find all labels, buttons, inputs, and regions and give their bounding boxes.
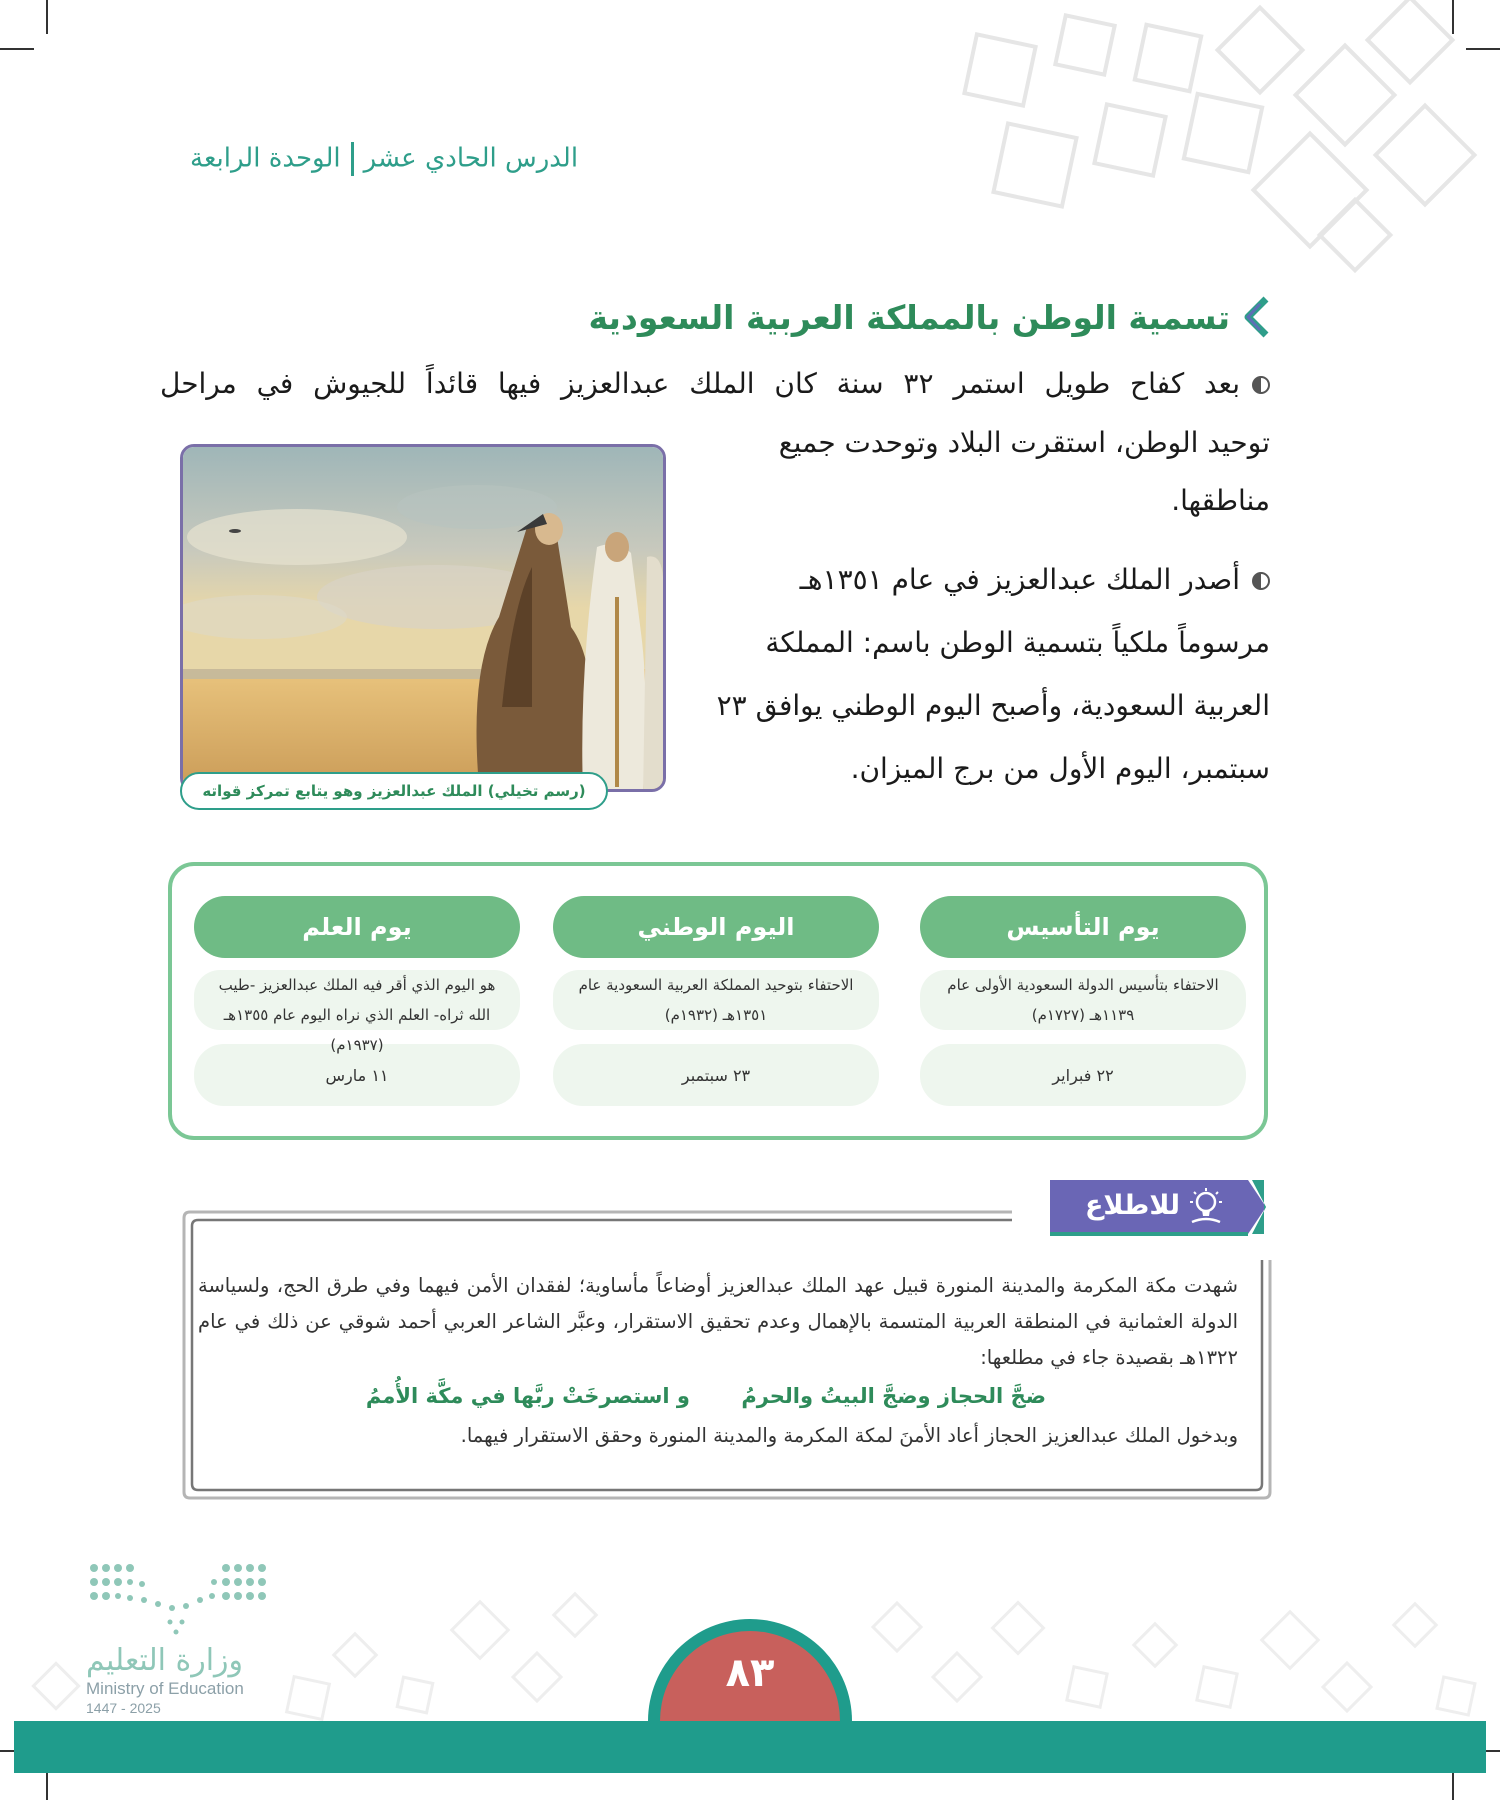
section-title-text: تسمية الوطن بالمملكة العربية السعودية <box>588 297 1230 337</box>
unit-label: الوحدة الرابعة <box>190 143 341 174</box>
crop-mark <box>46 0 48 34</box>
painting-caption: (رسم تخيلي) الملك عبدالعزيز وهو يتابع تمركز قواته <box>180 772 608 810</box>
painting-image <box>180 444 666 792</box>
paragraph-2-text: أصدر الملك عبدالعزيز في عام ١٣٥١هـ مرسوماً ملكياً بتسمية الوطن باسم: المملكة العربية السعودية، وأصبح اليوم الوطني يوافق ٢٣ سبتمبر، اليوم الأول من برج الميزان. <box>716 563 1270 785</box>
info-closing: وبدخول الملك عبدالعزيز الحجاز أعاد الأمنَ لمكة المكرمة والمدينة المنورة وحقق الاستقرار فيهما. <box>460 1424 1238 1447</box>
day-title: يوم التأسيس <box>920 896 1246 958</box>
crop-mark <box>0 48 34 50</box>
page-header <box>190 142 610 176</box>
day-title: اليوم الوطني <box>553 896 879 958</box>
day-date: ٢٣ سبتمبر <box>553 1044 879 1106</box>
poem-verse-second: و استصرخَتْ ربَّها في مكَّة الأُممُ <box>365 1384 690 1408</box>
poem-verse-first: ضجَّ الحجاز وضجَّ البيتُ والحرمُ <box>741 1384 1046 1408</box>
decorative-pattern <box>940 0 1500 290</box>
bullet-icon <box>1252 376 1270 394</box>
ministry-name-en: Ministry of Education <box>86 1679 244 1698</box>
day-date: ١١ مارس <box>194 1044 520 1106</box>
header-separator <box>351 142 354 176</box>
day-description: الاحتفاء بتوحيد المملكة العربية السعودية عام ١٣٥١هـ (١٩٣٢م) <box>553 970 879 1030</box>
paragraph-1-first-line <box>160 355 1270 413</box>
page-number: ٨٣ <box>725 1650 775 1696</box>
info-tag-label: للاطلاع <box>1084 1190 1180 1221</box>
day-description: الاحتفاء بتأسيس الدولة السعودية الأولى عام ١١٣٩هـ (١٧٢٧م) <box>920 970 1246 1030</box>
day-card-flag <box>194 896 520 1106</box>
lesson-label: الدرس الحادي عشر <box>363 143 579 174</box>
day-card-national <box>553 896 879 1106</box>
painting-illustration <box>180 447 663 792</box>
paragraph-2 <box>700 548 1270 800</box>
paragraph-1-line-1: بعد كفاح طويل استمر ٣٢ سنة كان الملك عبدالعزيز فيها قائداً للجيوش في مراحل <box>160 367 1240 400</box>
edition-year: 2025 - 1447 <box>86 1700 161 1716</box>
ministry-name-ar: وزارة التعليم <box>86 1643 244 1678</box>
national-days-box <box>168 862 1268 1140</box>
day-date: ٢٢ فبراير <box>920 1044 1246 1106</box>
bottom-bar <box>0 1615 1500 1800</box>
day-card-foundation <box>920 896 1246 1106</box>
section-title <box>589 296 1270 338</box>
day-description: هو اليوم الذي أقر فيه الملك عبدالعزيز -طيب الله ثراه- العلم الذي نراه اليوم عام ١٣٥٥هـ (١٩٣٧م) <box>194 970 520 1030</box>
paragraph-1-rest: توحيد الوطن، استقرت البلاد وتوحدت جميع مناطقها. <box>778 426 1270 517</box>
chevron-left-icon <box>1240 296 1270 338</box>
info-text: شهدت مكة المكرمة والمدينة المنورة قبيل عهد الملك عبدالعزيز أوضاعاً مأساوية؛ لفقدان الأمن فيهما وفي طرق الحج، ولسياسة الدولة العثمانية في المنطقة العربية المتسمة بالإهمال وعدم تحقيق الاستقرار، وعبَّر الشاعر العربي أحمد شوقي عن ذلك في عام ١٣٢٢هـ بقصيدة جاء في مطلعها: <box>198 1274 1238 1369</box>
day-title: يوم العلم <box>194 896 520 958</box>
bullet-icon <box>1252 572 1270 590</box>
